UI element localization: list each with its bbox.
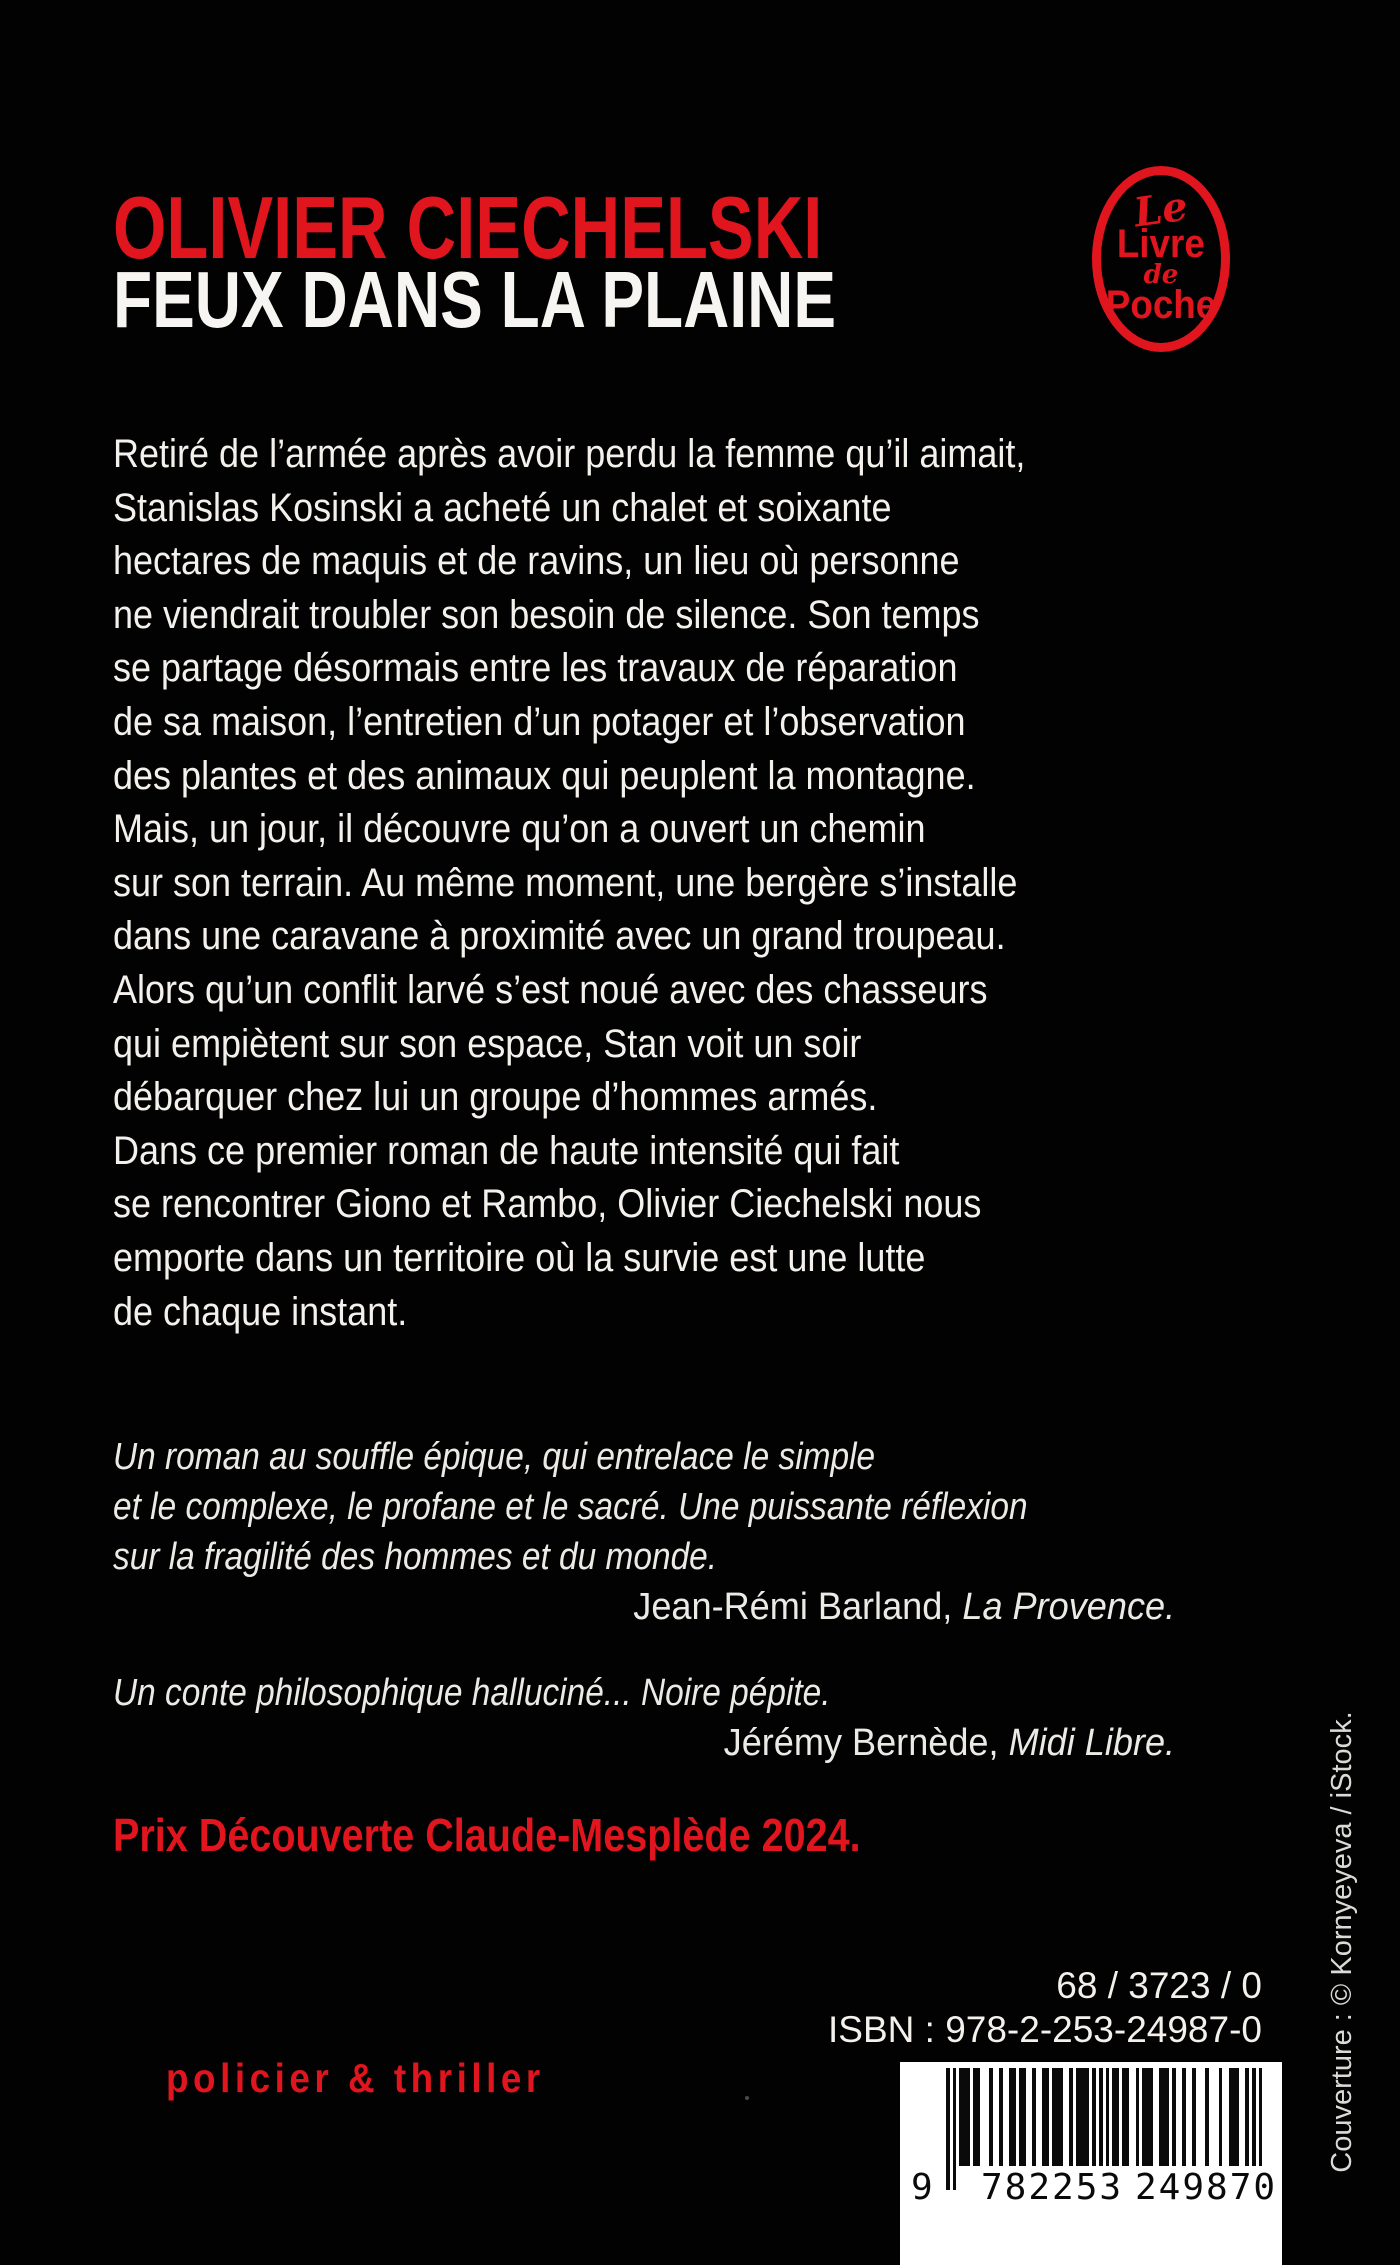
synopsis-line: sur son terrain. Au même moment, une bergère s’installe xyxy=(113,860,1018,905)
quote-line: sur la fragilité des hommes et du monde. xyxy=(113,1536,718,1578)
attribution-source: La Provence. xyxy=(962,1586,1176,1628)
synopsis-line: se partage désormais entre les travaux de réparation xyxy=(113,646,958,691)
synopsis-paragraph xyxy=(113,428,1025,1339)
synopsis-line: qui empiètent sur son espace, Stan voit un soir xyxy=(113,1021,862,1066)
synopsis-line: de chaque instant. xyxy=(113,1289,408,1334)
logo-word-livre: Livre xyxy=(1117,222,1205,266)
quote-line: Un conte philosophique halluciné... Noire pépite. xyxy=(113,1672,831,1714)
synopsis-line: hectares de maquis et de ravins, un lieu où personne xyxy=(113,539,960,584)
press-quote-1 xyxy=(113,1432,1028,1582)
author-name: OLIVIER CIECHELSKI xyxy=(113,178,823,277)
attribution-name: Jean-Rémi Barland, xyxy=(633,1586,963,1628)
press-quote-1-attribution xyxy=(113,1584,1175,1630)
press-quote-2 xyxy=(113,1668,831,1718)
barcode-digit-group: 9 xyxy=(908,2166,936,2210)
print-codes xyxy=(828,1964,1262,2052)
synopsis-line: emporte dans un territoire où la survie est une lutte xyxy=(113,1235,926,1280)
synopsis-line: Stanislas Kosinski a acheté un chalet et soixante xyxy=(113,485,892,530)
synopsis-line: Dans ce premier roman de haute intensité qui fait xyxy=(113,1128,900,1173)
synopsis-line: des plantes et des animaux qui peuplent la montagne. xyxy=(113,753,976,798)
barcode xyxy=(900,2062,1282,2265)
press-quote-2-attribution xyxy=(113,1720,1175,1766)
logo-word-de: de xyxy=(1143,260,1179,290)
collection-label: policier & thriller xyxy=(166,2055,545,2101)
synopsis-line: Mais, un jour, il découvre qu’on a ouvert un chemin xyxy=(113,807,926,852)
isbn: ISBN : 978-2-253-24987-0 xyxy=(828,2009,1262,2050)
attribution-source: Midi Libre. xyxy=(1008,1722,1176,1764)
barcode-digit-group: 782253 xyxy=(978,2166,1126,2210)
barcode-digits xyxy=(900,2166,1282,2210)
print-code: 68 / 3723 / 0 xyxy=(1056,1965,1262,2006)
synopsis-line: dans une caravane à proximité avec un grand troupeau. xyxy=(113,914,1006,959)
print-dot xyxy=(745,2096,749,2100)
synopsis-line: débarquer chez lui un groupe d’hommes armés. xyxy=(113,1075,878,1120)
synopsis-line: de sa maison, l’entretien d’un potager et l’observation xyxy=(113,699,966,744)
book-title: FEUX DANS LA PLAINE xyxy=(113,255,836,344)
barcode-digit-group: 249870 xyxy=(1132,2166,1280,2210)
logo-word-poche: Poche xyxy=(1105,283,1217,327)
attribution-name: Jérémy Bernède, xyxy=(723,1722,1009,1764)
publisher-logo xyxy=(1092,166,1230,352)
synopsis-line: Alors qu’un conflit larvé s’est noué avec des chasseurs xyxy=(113,967,988,1012)
synopsis-line: ne viendrait troubler son besoin de silence. Son temps xyxy=(113,592,980,637)
quote-line: et le complexe, le profane et le sacré. Une puissante réflexion xyxy=(113,1486,1028,1528)
award-line: Prix Découverte Claude-Mesplède 2024. xyxy=(113,1809,861,1861)
logo-word-le: Le xyxy=(1131,182,1191,237)
quote-line: Un roman au souffle épique, qui entrelace le simple xyxy=(113,1436,876,1478)
synopsis-line: se rencontrer Giono et Rambo, Olivier Ciechelski nous xyxy=(113,1182,982,1227)
synopsis-line: Retiré de l’armée après avoir perdu la femme qu’il aimait, xyxy=(113,432,1026,476)
cover-photo-credit: Couverture : © Kornyeyeva / iStock. xyxy=(1326,1711,1358,2173)
